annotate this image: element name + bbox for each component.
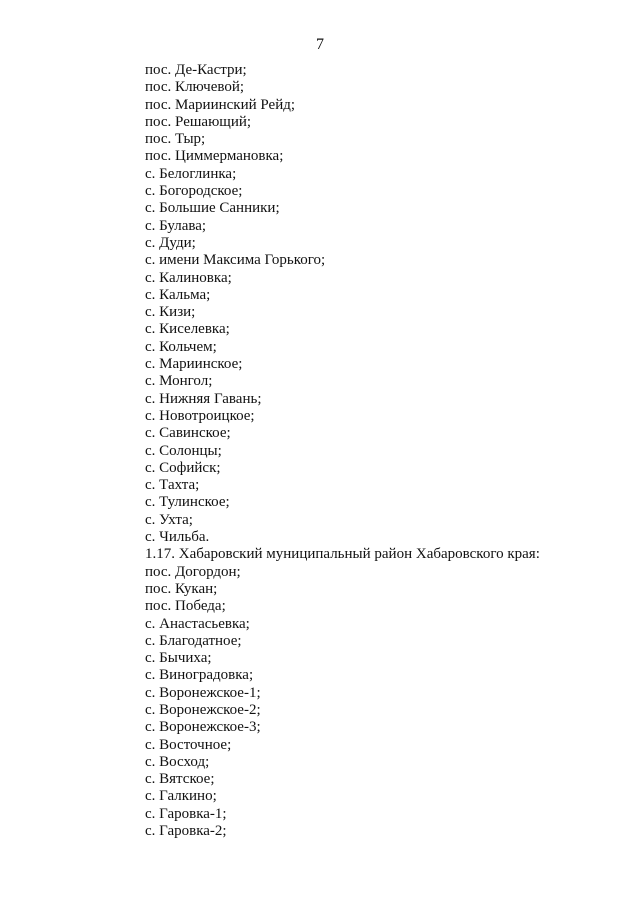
list-item: с. Монгол; <box>145 373 213 390</box>
list-item: пос. Ключевой; <box>145 79 245 96</box>
page-number: 7 <box>316 36 324 53</box>
list-item: с. Виноградовка; <box>145 667 254 684</box>
list-item: с. Воронежское-3; <box>145 719 261 736</box>
list-item: с. Савинское; <box>145 425 231 442</box>
list-item: с. Софийск; <box>145 459 221 476</box>
list-item: с. Булава; <box>145 217 207 234</box>
list-item: с. Восточное; <box>145 736 232 753</box>
list-item: пос. Мариинский Рейд; <box>145 96 296 113</box>
list-item: с. Гаровка-2; <box>145 823 227 840</box>
list-item: с. Анастасьевка; <box>145 615 250 632</box>
list-item: с. Нижняя Гавань; <box>145 390 262 407</box>
list-item: с. Мариинское; <box>145 356 243 373</box>
list-item: с. Киселевка; <box>145 321 230 338</box>
list-item: с. Новотроицкое; <box>145 407 255 424</box>
list-item: с. Гаровка-1; <box>145 805 227 822</box>
section-heading: 1.17. Хабаровский муниципальный район Хабаровского края: <box>145 546 540 563</box>
list-item: с. Чильба. <box>145 529 210 546</box>
list-item: с. Белоглинка; <box>145 165 237 182</box>
list-item: пос. Кукан; <box>145 580 218 597</box>
list-item: с. Бычиха; <box>145 650 212 667</box>
list-item: с. Кольчем; <box>145 338 217 355</box>
settlement-list <box>145 62 605 840</box>
list-item: с. Галкино; <box>145 788 217 805</box>
list-item: с. Калиновка; <box>145 269 232 286</box>
list-item: пос. Тыр; <box>145 131 206 148</box>
list-item: пос. Догордон; <box>145 563 241 580</box>
list-item: с. имени Максима Горького; <box>145 252 326 269</box>
list-item: с. Ухта; <box>145 511 193 528</box>
list-item: с. Вятское; <box>145 771 215 788</box>
list-item: с. Большие Санники; <box>145 200 280 217</box>
list-item: с. Дуди; <box>145 234 196 251</box>
list-item: с. Солонцы; <box>145 442 222 459</box>
list-item: с. Тулинское; <box>145 494 230 511</box>
list-item: с. Воронежское-2; <box>145 701 261 718</box>
list-item: с. Тахта; <box>145 477 200 494</box>
list-item: с. Благодатное; <box>145 632 242 649</box>
list-item: с. Восход; <box>145 753 210 770</box>
list-item: пос. Победа; <box>145 598 226 615</box>
list-item: пос. Циммермановка; <box>145 148 284 165</box>
list-item: пос. Де-Кастри; <box>145 62 247 78</box>
list-item: с. Воронежское-1; <box>145 684 261 701</box>
list-item: с. Богородское; <box>145 183 243 200</box>
list-item: с. Кизи; <box>145 304 196 321</box>
list-item: пос. Решающий; <box>145 113 252 130</box>
list-item: с. Кальма; <box>145 286 211 303</box>
